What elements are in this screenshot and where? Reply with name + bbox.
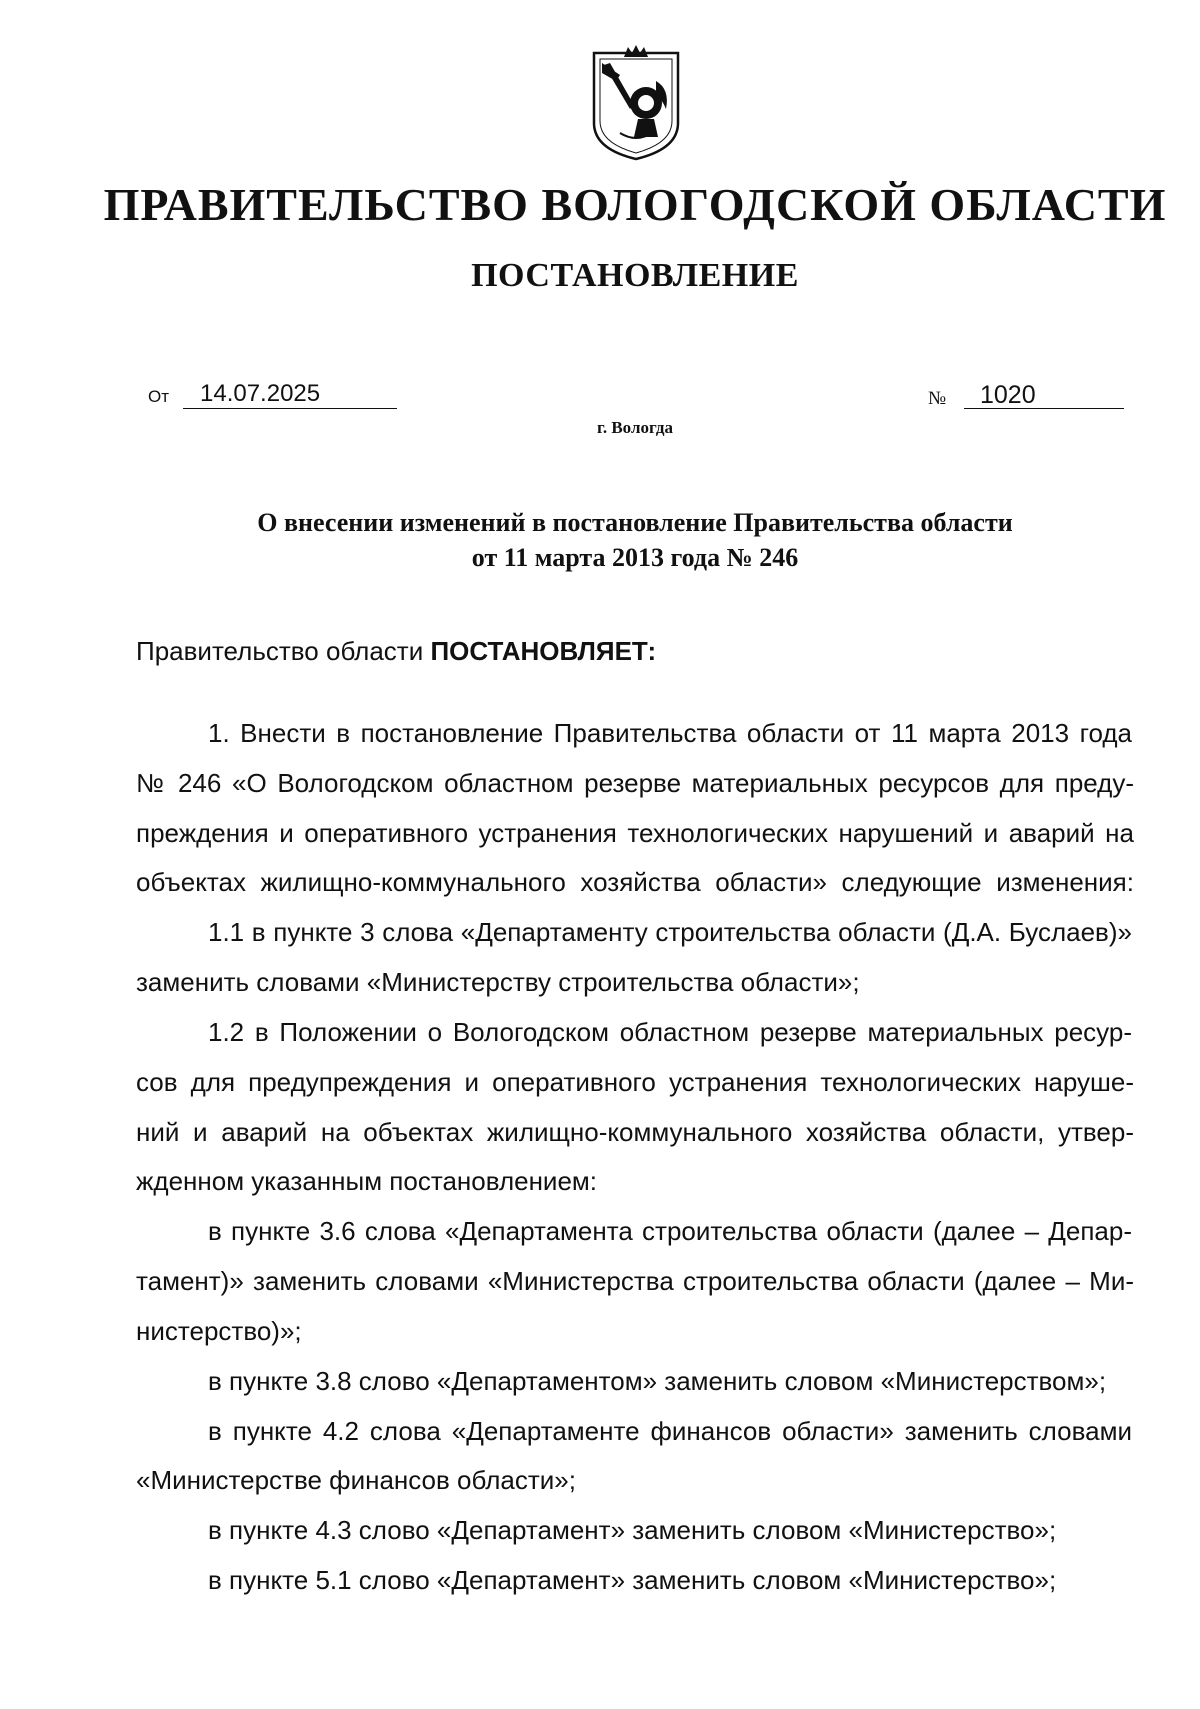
date-prefix: От: [148, 387, 170, 406]
subject-line-1: О внесении изменений в постановление Правительства области: [257, 508, 1013, 537]
preamble-emphasis: ПОСТАНОВЛЯЕТ:: [430, 636, 657, 666]
preamble: [136, 635, 656, 667]
document-number: 1020: [980, 381, 1036, 409]
body-line: в пункте 4.3 слово «Департамент» заменить словом «Министерство»;: [208, 1515, 1057, 1545]
body-line: тамент)» заменить словами «Министерства строительства области (далее – Ми-: [136, 1266, 1134, 1296]
body-line: сов для предупреждения и оперативного устранения технологических наруше-: [136, 1067, 1134, 1097]
document-type-title: ПОСТАНОВЛЕНИЕ: [471, 257, 799, 294]
body-line: № 246 «О Вологодском областном резерве материальных ресурсов для преду-: [136, 768, 1134, 798]
body-line: заменить словами «Министерству строительства области»;: [136, 967, 860, 997]
city-label: г. Вологда: [597, 418, 673, 437]
body-line: преждения и оперативного устранения технологических нарушений и аварий на: [136, 818, 1134, 848]
body-line: нистерство)»;: [136, 1316, 302, 1346]
body-line: в пункте 3.8 слово «Департаментом» заменить словом «Министерством»;: [208, 1366, 1107, 1396]
organization-title: ПРАВИТЕЛЬСТВО ВОЛОГОДСКОЙ ОБЛАСТИ: [103, 179, 1167, 230]
body-line: в пункте 4.2 слова «Департаменте финансов области» заменить словами: [208, 1416, 1132, 1446]
number-prefix: №: [928, 388, 947, 409]
preamble-text: Правительство области: [136, 636, 431, 666]
body-line: объектах жилищно-коммунального хозяйства области» следующие изменения:: [136, 867, 1134, 897]
subject-line-2: от 11 марта 2013 года № 246: [471, 543, 799, 572]
document-date: 14.07.2025: [200, 380, 321, 407]
body-line: 1.2 в Положении о Вологодском областном резерве материальных ресур-: [208, 1017, 1132, 1047]
body-line: «Министерстве финансов области»;: [136, 1465, 576, 1495]
body-line: в пункте 5.1 слово «Департамент» заменить словом «Министерство»;: [208, 1565, 1057, 1595]
body-line: ний и аварий на объектах жилищно-коммунального хозяйства области, утвер-: [136, 1117, 1134, 1147]
body-line: 1. Внести в постановление Правительства области от 11 марта 2013 года: [208, 718, 1132, 748]
coat-of-arms-emblem: [590, 45, 682, 163]
body-line: жденном указанным постановлением:: [136, 1166, 598, 1196]
body-line: 1.1 в пункте 3 слова «Департаменту строительства области (Д.А. Буслаев)»: [208, 917, 1132, 947]
body-line: в пункте 3.6 слова «Департамента строительства области (далее – Депар-: [208, 1216, 1132, 1246]
